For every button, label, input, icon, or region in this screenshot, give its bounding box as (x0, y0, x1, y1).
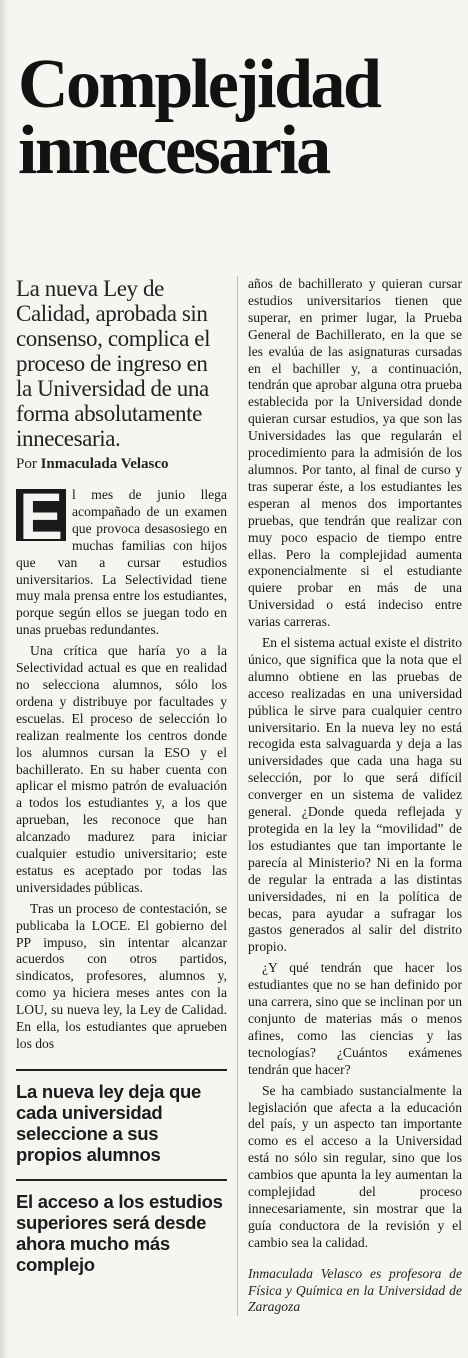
byline-author: Inmaculada Velasco (40, 456, 169, 472)
byline-prefix: Por (16, 456, 37, 472)
author-bio: Inmaculada Velasco es profesora de Física y Química en la Universidad de Zaragoza (248, 1265, 462, 1315)
pullquote-1: La nueva ley deja que cada universidad seleccione a sus propios alumnos (16, 1069, 227, 1165)
headline (18, 46, 458, 189)
headline-line-2: innecesaria (18, 112, 329, 189)
left-body (16, 479, 227, 1053)
pullquote-2: El acceso a los estudios superiores será desde ahora mucho más complejo (16, 1179, 227, 1275)
left-column (16, 276, 238, 1316)
paragraph-4: años de bachillerato y quieran cursar estudios universitarios tienen que superar, en primer lugar, la Prueba General de Bachillerato, en la que se les evalúa de las asignaturas cursadas en el bachiller y, a continuación, tendrán que aprobar alguna otra prueba establecida por la Universidad donde quieran cursar estudios, ya que son las Universidades las que regularán el procedimiento para la admisión de los alumnos. Por tanto, al final de curso y tras superar éste, a los estudiantes les esperan al menos dos importantes pruebas, que tendrán que realizar con muy poco espacio de tiempo entre ellas. Pero la complejidad aumenta exponencialmente si el estudiante quiere probar en más de una Universidad o está indeciso entre varias carreras. (248, 276, 462, 630)
page-fold-shadow (0, 0, 8, 1358)
paragraph-6: ¿Y qué tendrán que hacer los estudiantes que no se han definido por una carrera, sino que se inclinan por un conjunto de materias más o menos afines, como las ciencias y las tecnologías? ¿Cuántos exámenes tendrán que hacer? (248, 960, 462, 1077)
byline (16, 455, 227, 473)
paragraph-5: En el sistema actual existe el distrito único, que significa que la nota que el alumno obtiene en las pruebas de acceso realizadas en una universidad pública le sirve para cualquier centro universitario. En la nueva ley no está recogida esta salvaguarda y deja a las universidades que cada una haga su selección, por lo que será difícil converger en un sistema de validez general. ¿Donde queda reflejada y protegida en la ley la “movilidad” de los estudiantes que tan importante le parecía al Ministerio? Ni en la forma de regular la entrada a las distintas universidades, ni en la política de becas, para ayudar a sufragar los gastos generados al salir del distrito propio. (248, 635, 462, 955)
paragraph-2: Una crítica que haría yo a la Selectividad actual es que en realidad no selecciona alumnos, sólo los ordena y distribuye por facultades y escuelas. El proceso de selección lo realizan realmente los centros donde los alumnos cursan la ESO y el bachillerato. En su haber cuenta con aplicar el mismo patrón de evaluación a todos los estudiantes y, a los que aprueban, les reconoce que han alcanzado madurez para iniciar cualquier estudio universitario; este estatus es aceptado por todas las universidades públicas. (16, 643, 227, 895)
right-body (248, 276, 462, 1252)
paragraph-3: Tras un proceso de contestación, se publicaba la LOCE. El gobierno del PP impuso, sin intentar alcanzar acuerdos con otros partidos, sindicatos, profesores, alumnos y, como ya hiciera meses antes con la LOU, su nueva ley, la Ley de Calidad. En ella, los estudiantes que aprueben los dos (16, 900, 227, 1051)
dek: La nueva Ley de Calidad, aprobada sin consenso, complica el proceso de ingreso en la Universidad de una forma absolutamente innecesaria. (16, 276, 211, 451)
paragraph-1 (16, 479, 227, 639)
right-column (238, 276, 462, 1316)
headline-line-1: Complejidad (18, 46, 380, 123)
article-columns (16, 276, 462, 1316)
dropcap: E (16, 489, 66, 541)
paragraph-7: Se ha cambiado sustancialmente la legislación que afecta a la educación del país, y un aspecto tan importante como es el acceso a la Universidad está no sólo sin regular, sino que los cambios que apunta la ley aumentan la complejidad del proceso innecesariamente, sin mostrar que la guía conductora de la revisión y el cambio sea la calidad. (248, 1082, 462, 1250)
paragraph-1-text: l mes de junio llega acompañado de un examen que provoca desasosiego en muchas familias con hijos que van a cursar estudios universitarios. La Selectividad tiene muy mala prensa entre los estudiantes, porque según ellos se juegan todo en unas pruebas redundantes. (16, 487, 227, 638)
